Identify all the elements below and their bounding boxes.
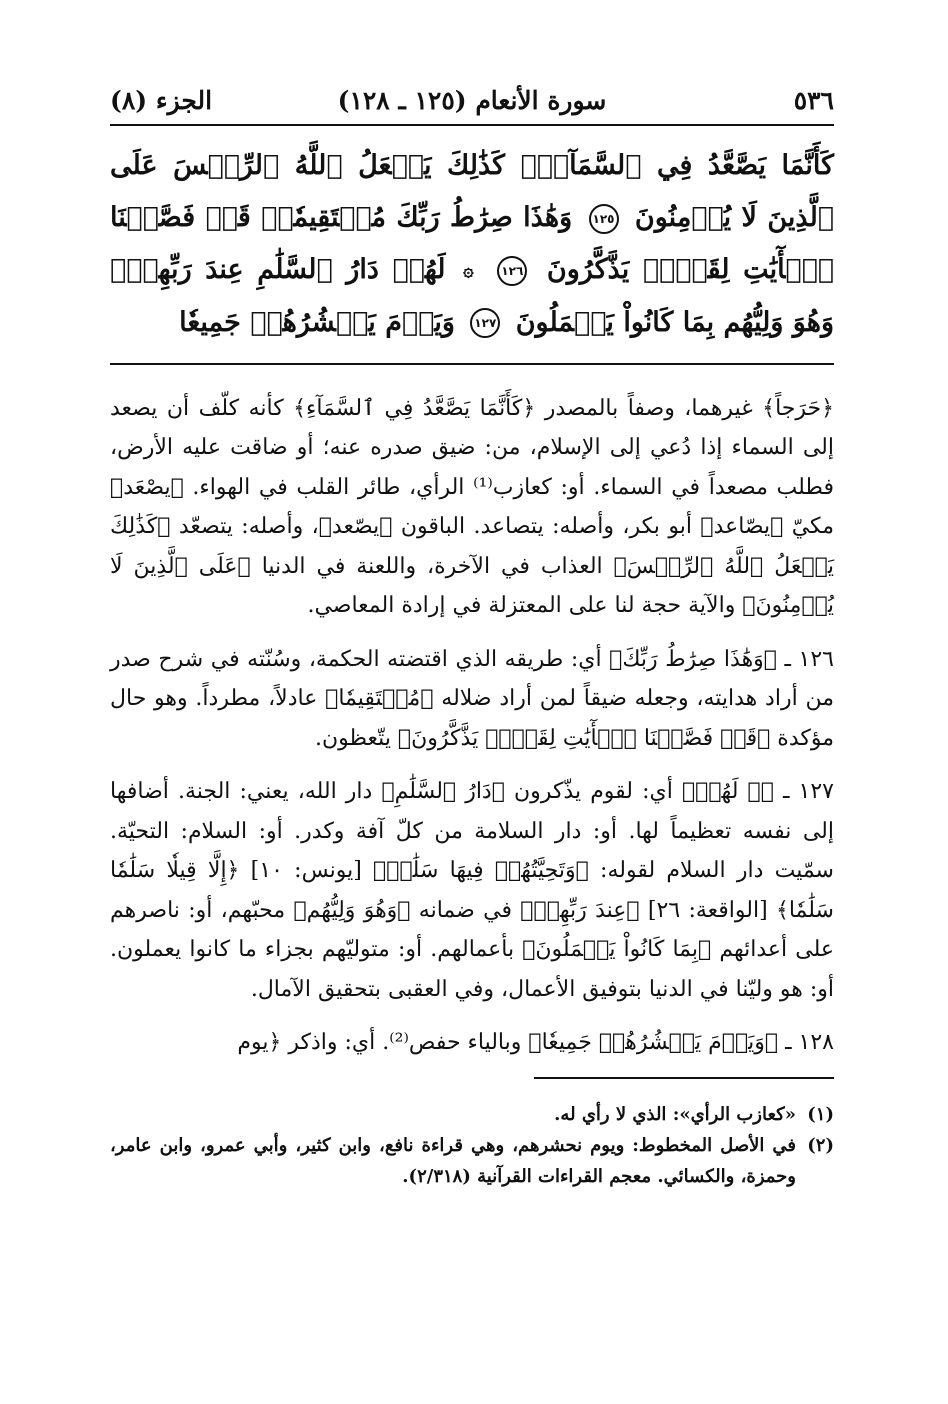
ayah-number-icon: ١٢٧ xyxy=(470,308,500,338)
commentary-body xyxy=(110,389,834,1063)
page-header xyxy=(110,78,834,122)
quran-verses xyxy=(110,140,834,349)
footnote-item xyxy=(110,1130,834,1192)
book-page xyxy=(110,78,834,1192)
verse-text-128: وَيَوۡمَ يَحۡشُرُهُمۡ جَمِيعٗا xyxy=(179,306,455,338)
verse-text-126: وَهَٰذَا صِرَٰطُ رَبِّكَ مُسۡتَقِيمٗاۗ قَدۡ فَصَّلۡنَا ٱلۡأٓيَٰتِ لِقَوۡمٖ يَذَّكَّرُونَ xyxy=(110,202,834,285)
verse-text-127: لَهُمۡ دَارُ ٱلسَّلَٰمِ عِندَ رَبِّهِمۡۖ وَهُوَ وَلِيُّهُم بِمَا كَانُواْ يَعۡمَلُونَ xyxy=(110,254,834,338)
footnote-divider xyxy=(534,1077,834,1079)
footnote-number: (١) xyxy=(807,1103,834,1125)
surah-title: سورة الأنعام (١٢٥ ـ ١٢٨) xyxy=(337,86,607,115)
footnote-text: في الأصل المخطوط: ويوم نحشرهم، وهي قراءة نافع، وابن كثير، وأبي عمرو، وابن عامر، وحمزة، والكسائي. معجم القراءات القرآنية (٢/٣١٨). xyxy=(110,1134,796,1187)
ayah-number-icon: ١٢٥ xyxy=(589,204,619,234)
page-number: ٥٣٦ xyxy=(793,86,834,115)
footnote-text: «كعازب الرأي»: الذي لا رأي له. xyxy=(554,1103,796,1125)
juz-label: الجزء (٨) xyxy=(110,86,213,115)
footnote-number: (٢) xyxy=(807,1134,834,1156)
commentary-paragraph-125: ﴿حَرَجاً﴾ غيرهما، وصفاً بالمصدر ﴿كَأَنَّمَا يَصَّعَّدُ فِي ٱلسَّمَآءِ﴾ كأنه كلّف أن يصعد إلى السماء إذا دُعي إلى الإسلام، من: ضيق صدره عنه؛ أو ضاقت عليه الأرض، فطلب مصعداً في السماء. أو: كعازب⁽¹⁾ الرأي، طائر القلب في الهواء. ﴿يصْعَد﴾ مكيّ ﴿يصّاعد﴾ أبو بكر، وأصله: يتصاعد. الباقون ﴿يصّعد﴾، وأصله: يتصعّد ﴿كَذَٰلِكَ يَجۡعَلُ ٱللَّهُ ٱلرِّجۡسَ﴾ العذاب في الآخرة، واللعنة في الدنيا ﴿عَلَى ٱلَّذِينَ لَا يُؤۡمِنُونَ﴾ والآية حجة لنا على المعتزلة في إرادة المعاصي. xyxy=(110,395,834,618)
commentary-paragraph-126: ١٢٦ ـ ﴿وَهَٰذَا صِرَٰطُ رَبِّكَ﴾ أي: طريقه الذي اقتضته الحكمة، وسُنّته في شرح صدر من أراد هدايته، وجعله ضيقاً لمن أراد ضلاله ﴿مُسۡتَقِيمٗا﴾ عادلاً، مطرداً. وهو حال مؤكدة ﴿قَدۡ فَصَّلۡنَا ٱلۡأٓيَٰتِ لِقَوۡمٖ يَذَّكَّرُونَ﴾ يتّعظون. xyxy=(110,646,834,751)
header-divider xyxy=(110,124,834,126)
verse-text-125: كَأَنَّمَا يَصَّعَّدُ فِي ٱلسَّمَآءِۚ كَذَٰلِكَ يَجۡعَلُ ٱللَّهُ ٱلرِّجۡسَ عَلَى ٱلَّذِينَ لَا يُؤۡمِنُونَ xyxy=(110,150,834,233)
verses-divider xyxy=(110,363,834,365)
footnote-item xyxy=(110,1099,834,1130)
hizb-icon: ۞ xyxy=(463,259,474,281)
footnotes xyxy=(110,1099,834,1192)
ayah-number-icon: ١٢٦ xyxy=(497,256,527,286)
commentary-paragraph-128: ١٢٨ ـ ﴿وَيَوۡمَ يَحۡشُرُهُمۡ جَمِيعٗا﴾ وبالياء حفص⁽²⁾. أي: واذكر ﴿يوم xyxy=(237,1030,834,1055)
commentary-paragraph-127: ١٢٧ ـ ﴿۞ لَهُمۡ﴾ أي: لقوم يذّكرون ﴿دَارُ ٱلسَّلَٰمِ﴾ دار الله، يعني: الجنة. أضافها إلى نفسه تعظيماً لها. أو: دار السلامة من كلّ آفة وكدر. أو: السلام: التحيّة. سمّيت دار السلام لقوله: ﴿وَتَحِيَّتُهُمۡ فِيهَا سَلَٰمٞ﴾ [يونس: ١٠] ﴿إِلَّا قِيلٗا سَلَٰمٗا سَلَٰمٗا﴾ [الواقعة: ٢٦] ﴿عِندَ رَبِّهِمۡ﴾ في ضمانه ﴿وَهُوَ وَلِيُّهُم﴾ محبّهم، أو: ناصرهم على أعدائهم ﴿بِمَا كَانُواْ يَعۡمَلُونَ﴾ بأعمالهم. أو: متوليّهم بجزاء ما كانوا يعملون. أو: هو وليّنا في الدنيا بتوفيق الأعمال، وفي العقبى بتحقيق الآمال. xyxy=(110,779,834,1002)
